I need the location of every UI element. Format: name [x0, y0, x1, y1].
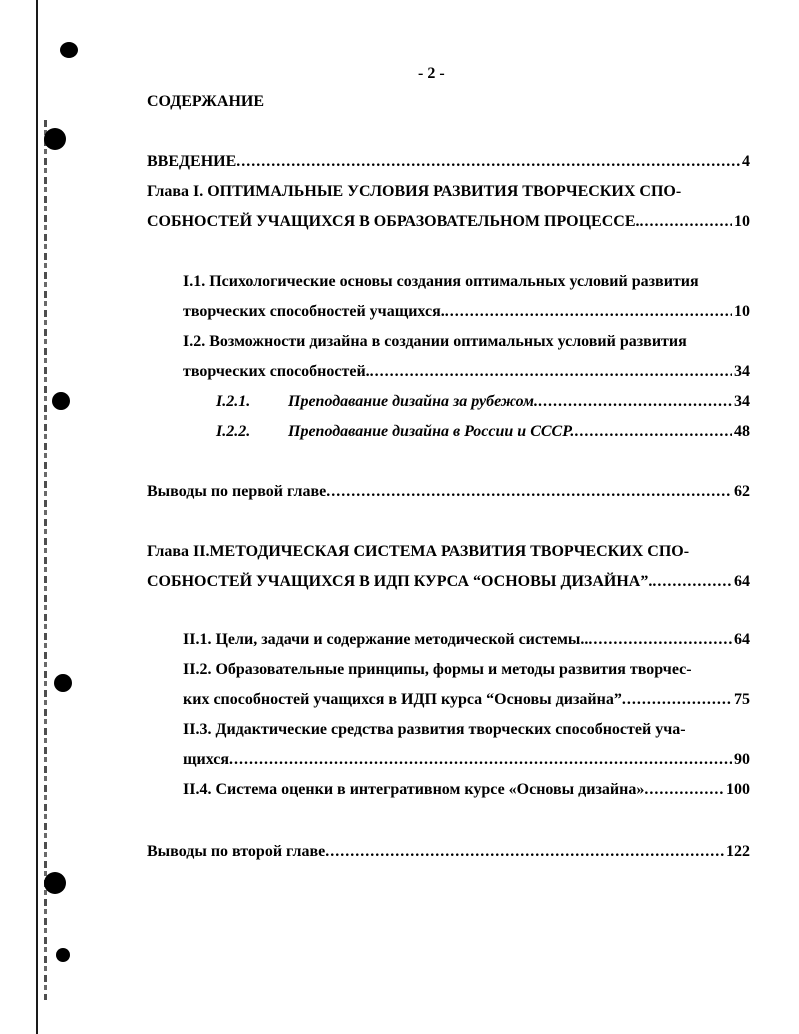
toc-entry-s1-2[interactable]	[183, 362, 750, 382]
toc-entry-label: II.4. Система оценки в интегративном курсе «Основы дизайна»	[183, 781, 645, 798]
toc-chapter2-line1[interactable]: Глава II.МЕТОДИЧЕСКАЯ СИСТЕМА РАЗВИТИЯ ТВОРЧЕСКИХ СПО-	[147, 543, 690, 560]
toc-entry-page: 62	[734, 483, 750, 500]
toc-entry-conclusions2[interactable]	[147, 842, 750, 862]
toc-entry-page: 122	[726, 843, 750, 860]
toc-s2-3-line1[interactable]: II.3. Дидактические средства развития творческих способностей уча-	[183, 721, 686, 738]
toc-leader-dots	[538, 392, 732, 412]
punch-hole	[44, 872, 66, 894]
toc-entry-s1-1[interactable]	[183, 302, 750, 322]
toc-entry-number: I.2.1.	[216, 393, 251, 410]
toc-entry-s1-2-2[interactable]	[288, 422, 750, 442]
toc-entry-page: 4	[742, 153, 750, 170]
toc-leader-dots	[229, 750, 732, 770]
toc-entry-page: 48	[734, 423, 750, 440]
toc-entry-page: 34	[734, 363, 750, 380]
toc-entry-label: Преподавание дизайна за рубежом.	[288, 393, 538, 410]
page-number: - 2 -	[418, 65, 445, 82]
toc-entry-page: 90	[734, 751, 750, 768]
toc-title: СОДЕРЖАНИЕ	[147, 93, 265, 110]
punch-hole-mark	[54, 674, 72, 692]
toc-s1-1-line1[interactable]: I.1. Психологические основы создания оптимальных условий развития	[183, 273, 699, 290]
toc-entry-page: 100	[726, 781, 750, 798]
toc-leader-dots	[640, 212, 733, 232]
toc-entry-label: щихся	[183, 751, 230, 768]
toc-entry-label: ВВЕДЕНИЕ	[147, 153, 237, 170]
toc-entry-conclusions1[interactable]	[147, 482, 750, 502]
toc-entry-chapter1[interactable]	[147, 212, 750, 232]
toc-entry-label: творческих способностей учащихся.	[183, 303, 445, 320]
toc-chapter1-line1[interactable]: Глава I. ОПТИМАЛЬНЫЕ УСЛОВИЯ РАЗВИТИЯ ТВОРЧЕСКИХ СПО-	[147, 183, 682, 200]
toc-entry-label: ких способностей учащихся в ИДП курса “Основы дизайна”	[183, 691, 622, 708]
toc-leader-dots	[574, 422, 732, 442]
punch-hole	[44, 128, 66, 150]
toc-leader-dots	[622, 690, 732, 710]
toc-leader-dots	[370, 362, 732, 382]
toc-leader-dots	[236, 152, 740, 172]
toc-entry-page: 34	[734, 393, 750, 410]
toc-entry-page: 64	[734, 631, 750, 648]
toc-entry-label: СОБНОСТЕЙ УЧАЩИХСЯ В ОБРАЗОВАТЕЛЬНОМ ПРОЦЕССЕ.	[147, 213, 640, 230]
punch-hole-mark	[60, 42, 78, 58]
toc-leader-dots	[326, 482, 732, 502]
toc-leader-dots	[325, 842, 724, 862]
toc-entry-label: Выводы по второй главе	[147, 843, 326, 860]
toc-entry-label: II.1. Цели, задачи и содержание методической системы..	[183, 631, 589, 648]
toc-s1-2-line1[interactable]: I.2. Возможности дизайна в создании оптимальных условий развития	[183, 333, 687, 350]
toc-entry-label: Выводы по первой главе	[147, 483, 327, 500]
toc-entry-intro[interactable]	[147, 152, 750, 172]
toc-leader-dots	[644, 780, 724, 800]
toc-leader-dots	[588, 630, 732, 650]
toc-entry-chapter2[interactable]	[147, 572, 750, 592]
toc-entry-label: творческих способностей.	[183, 363, 370, 380]
toc-entry-s2-1[interactable]	[183, 630, 750, 650]
toc-entry-s1-2-1[interactable]	[288, 392, 750, 412]
scan-binding-edge	[36, 0, 38, 1034]
toc-entry-page: 64	[734, 573, 750, 590]
toc-entry-label: СОБНОСТЕЙ УЧАЩИХСЯ В ИДП КУРСА “ОСНОВЫ ДИЗАЙНА”.	[147, 573, 653, 590]
toc-s2-2-line1[interactable]: II.2. Образовательные принципы, формы и методы развития творчес-	[183, 661, 692, 678]
scan-binding-noise	[44, 120, 47, 1000]
toc-leader-dots	[445, 302, 732, 322]
toc-entry-s2-3[interactable]	[183, 750, 750, 770]
toc-entry-label: Преподавание дизайна в России и СССР.	[288, 423, 575, 440]
punch-hole-mark	[52, 392, 70, 410]
toc-entry-page: 10	[734, 213, 750, 230]
toc-entry-number: I.2.2.	[216, 423, 251, 440]
toc-entry-s2-2[interactable]	[183, 690, 750, 710]
toc-entry-page: 10	[734, 303, 750, 320]
toc-entry-page: 75	[734, 691, 750, 708]
toc-leader-dots	[652, 572, 732, 592]
punch-hole-mark	[56, 948, 70, 962]
toc-entry-s2-4[interactable]	[183, 780, 750, 800]
